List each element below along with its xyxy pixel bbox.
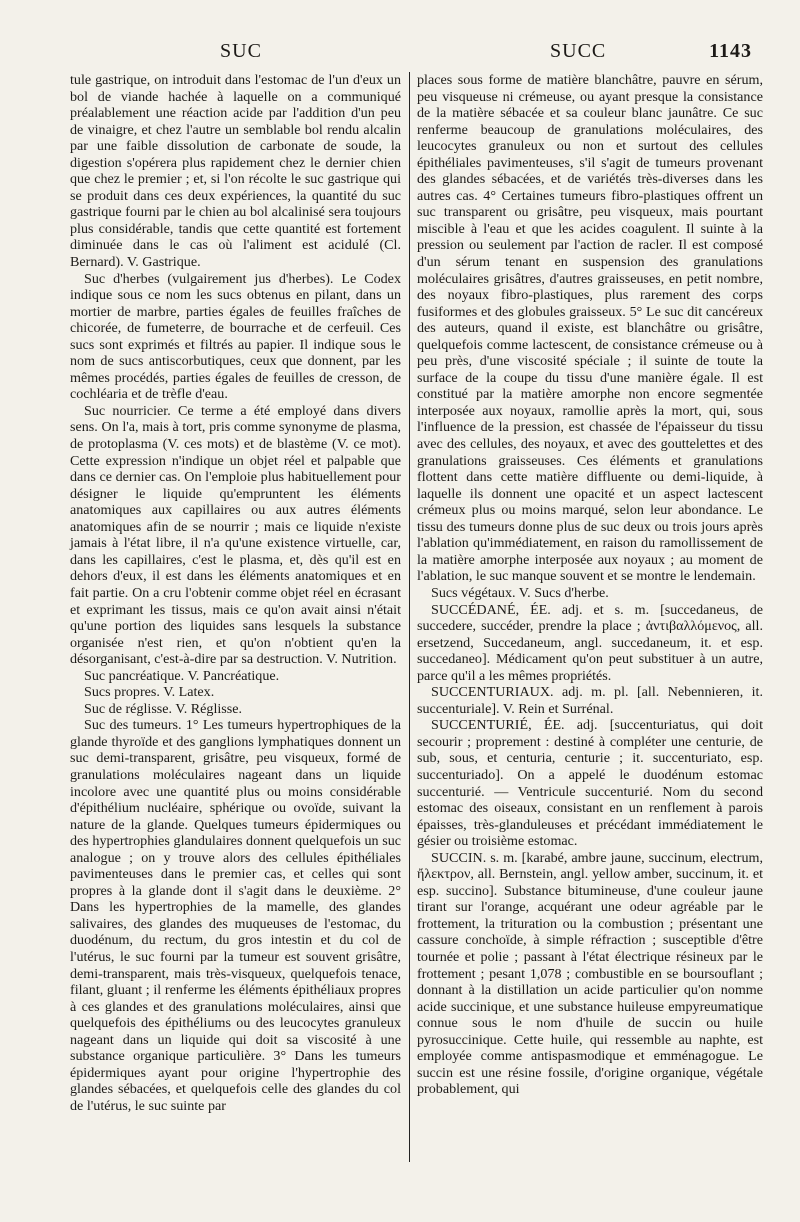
entry-suc-pancreatique: Suc pancréatique. V. Pancréatique. xyxy=(84,667,280,684)
entry-suc-de-reglisse: Suc de réglisse. V. Réglisse. xyxy=(84,700,243,717)
entry-succenturiaux: SUCCENTURIAUX. adj. m. pl. [all. Nebennieren, it. succenturiale]. V. Rein et Surrénal. xyxy=(417,684,763,717)
page-number: 1143 xyxy=(709,40,752,62)
entry-sucs-propres: Sucs propres. V. Latex. xyxy=(84,684,215,701)
entry-succenturie: SUCCENTURIÉ, ÉE. adj. [succenturiatus, qui doit secourir ; proprement : destiné à compléter une centurie, de sub, sous, et centuria, centurie ; it. succenturiato, esp. succenturiado]. On a appelé le duodénum estomac succenturié. — Ventricule succenturié. Nom du second estomac des oiseaux, consistant en un renflement à parois épaisses, très-glanduleuses et précédant immédiatement le gésier ou troisième estomac. xyxy=(417,717,763,850)
entry-succedane: SUCCÉDANÉ, ÉE. adj. et s. m. [succedaneus, de succedere, succéder, prendre la place ; ἀντιβαλλόμενος, all. ersetzend, Succedaneum, angl. succedaneum, it. et esp. succedaneo]. Médicament qu'on peut substituer à un autre, parce qu'il a les mêmes propriétés. xyxy=(417,601,763,684)
running-header xyxy=(70,40,760,70)
column-divider xyxy=(409,72,410,1162)
paragraph-suc-des-tumeurs-continued: places sous forme de matière blanchâtre, pauvre en sérum, peu visqueuse ni crémeuse, ou ayant presque la consistance de la matière sébacée et sa couleur blanc jaunâtre. Ce suc renferme beaucoup de granulations moléculaires, des leucocytes granuleux ou non et surtout des cellules épithéliales pavimenteuses, s'il s'agit de tumeurs provenant des glandes sébacées, et de variétés très-diverses dans les autres cas. 4° Certaines tumeurs fibro-plastiques offrent un suc transparent ou grisâtre, peu visqueux, mais pourtant miscible à l'eau et que les acides coagulent. Il suinte à la pression ou seulement par l'action de racler. Il est composé d'un sérum tenant en suspension des granulations moléculaires grisâtres, d'autres graisseuses, en petit nombre, des noyaux fibro-plastiques, plus rarement des corps fusiformes et des globules graisseux. 5° Le suc dit cancéreux des auteurs, quand il existe, est blanchâtre ou grisâtre, quelquefois comme lactescent, de consistance crémeuse ou à peu près, d'une viscosité spéciale ; il suinte de toute la surface de la coupe du tissu d'une manière égale. Il est constitué par la matière amorphe non encore segmentée interposée aux noyaux, ramollie après la mort, qui, sous l'influence de la pression, est chassée de l'épaisseur du tissu avec des cellules, des noyaux, et avec des gouttelettes et des granulations graisseuses. Ces éléments et granulations flottent dans cette matière diffluente ou demi-liquide, à laquelle ils donnent une opacité et un aspect lactescent crémeux plus ou moins marqué, selon leur abondance. Le tissu des tumeurs donne plus de suc deux ou trois jours après l'ablation qu'immédiatement, en raison du ramollissement de la matière amorphe interposée aux noyaux ; au moment de l'ablation, le suc manque souvent et se montre le lendemain. xyxy=(417,72,763,585)
paragraph-suc-gastrique-continued: tule gastrique, on introduit dans l'estomac de l'un d'eux un bol de viande hachée à laquelle on a communiqué préalablement une réaction acide par l'addition d'un peu de vinaigre, et chez l'autre un semblable bol rendu alcalin par une faible dissolution de carbonate de soude, la digestion s'opérera plus rapidement chez le dernier chien que chez le premier ; et, si l'on récolte le suc gastrique qui se produit dans ces deux expériences, la quantité du suc gastrique fourni par le chien au bol alcalinisé sera toujours plus considérable, tandis que cette quantité est fortement diminuée dans le cas où l'aliment est acidulé (Cl. Bernard). V. Gastrique. xyxy=(70,72,401,271)
entry-suc-des-tumeurs: Suc des tumeurs. 1° Les tumeurs hypertrophiques de la glande thyroïde et des ganglions lymphatiques donnent un suc demi-transparent, grisâtre, peu visqueux, formé de granulations moléculaires nageant dans un liquide incolore avec une quantité plus ou moins considérable d'épithélium nucléaire, sphérique ou ovoïde, suivant la nature de la glande. Quelques tumeurs épidermiques ou des hypertrophies glandulaires donnent quelquefois un suc analogue ; on y trouve alors des cellules épithéliales pavimenteuses dans le premier cas, et celles qui sont propres à la glande dont il s'agit dans le deuxième. 2° Dans les hypertrophies de la mamelle, des glandes salivaires, des glandes des muqueuses de l'estomac, du duodénum, du rectum, du gros intestin et du col de l'utérus, le suc fourni par la tumeur est souvent grisâtre, demi-transparent, mais très-visqueux, quelquefois tenace, filant, gluant ; il renferme les éléments épithéliaux propres à ces glandes et des granulations moléculaires, ainsi que quelquefois des épithéliums ou des leucocytes granuleux nageant dans un liquide qui doit sa viscosité à une substance organique particulière. 3° Dans les tumeurs épidermiques ayant pour origine l'hypertrophie des glandes sébacées, et quelquefois celle des glandes du col de l'utérus, le suc suinte par xyxy=(70,717,401,1114)
entry-suc-nourricier: Suc nourricier. Ce terme a été employé dans divers sens. On l'a, mais à tort, pris comme synonyme de plasma, de protoplasma (V. ces mots) et de blastème (V. ce mot). Cette expression n'indique un objet réel et palpable que dans ce dernier cas. On l'emploie plus habituellement pour désigner le liquide qu'empruntent les éléments anatomiques aux capillaires ou aux autres éléments anatomiques afin de se nourrir ; mais ce liquide n'existe jamais à l'état libre, il n'a qu'une existence virtuelle, car, dans les capillaires, c'est le plasma, et, dès qu'il est en dehors d'eux, il est dans les éléments anatomiques et en fait partie. On a cru l'obtenir comme objet réel en écrasant et exprimant les tissus, mais ce qu'on avait ainsi n'était qu'une portion des liquides sans lesquels la substance organisée n'est rien, et qu'on n'obtient qu'en la désorganisant, c'est-à-dire par sa destruction. V. Nutrition. xyxy=(70,402,401,668)
right-column xyxy=(417,72,763,1098)
header-right-word: SUCC xyxy=(550,40,607,62)
entry-succin: SUCCIN. s. m. [karabé, ambre jaune, succinum, electrum, ἤλεκτρον, all. Bernstein, angl. yellow amber, succinum, it. et esp. succino]. Substance bitumineuse, d'une couleur jaune tirant sur l'orange, acquérant une odeur agréable par le frottement, la trituration ou la combustion ; présentant une cassure conchoïde, à simple réfraction ; susceptible d'être tournée et polie ; passant à l'état électrique résineux par le frottement ; pesant 1,078 ; combustible en se boursouflant ; donnant à la distillation un acide particulier qu'on nomme acide succinique, et une substance huileuse empyreumatique connue sous le nom d'huile de succin ou huile pyrosuccinique. Cette huile, qui ressemble au naphte, est employée comme antispasmodique et emménagogue. Le succin est une résine fossile, d'origine organique, végétale probablement, qui xyxy=(417,849,763,1098)
left-column xyxy=(70,72,401,1114)
entry-suc-d-herbes: Suc d'herbes (vulgairement jus d'herbes). Le Codex indique sous ce nom les sucs obtenus en pilant, dans un mortier de marbre, parties égales de feuilles fraîches de chicorée, de fumeterre, de bourrache et de cerfeuil. Ces sucs sont exprimés et filtrés au papier. Il indique sous le nom de sucs antiscorbutiques, ceux que donnent, par les mêmes procédés, parties égales de feuilles de cresson, de cochléaria et de trèfle d'eau. xyxy=(70,270,401,403)
entry-sucs-vegetaux: Sucs végétaux. V. Sucs d'herbe. xyxy=(431,584,609,601)
header-left-word: SUC xyxy=(220,40,262,62)
